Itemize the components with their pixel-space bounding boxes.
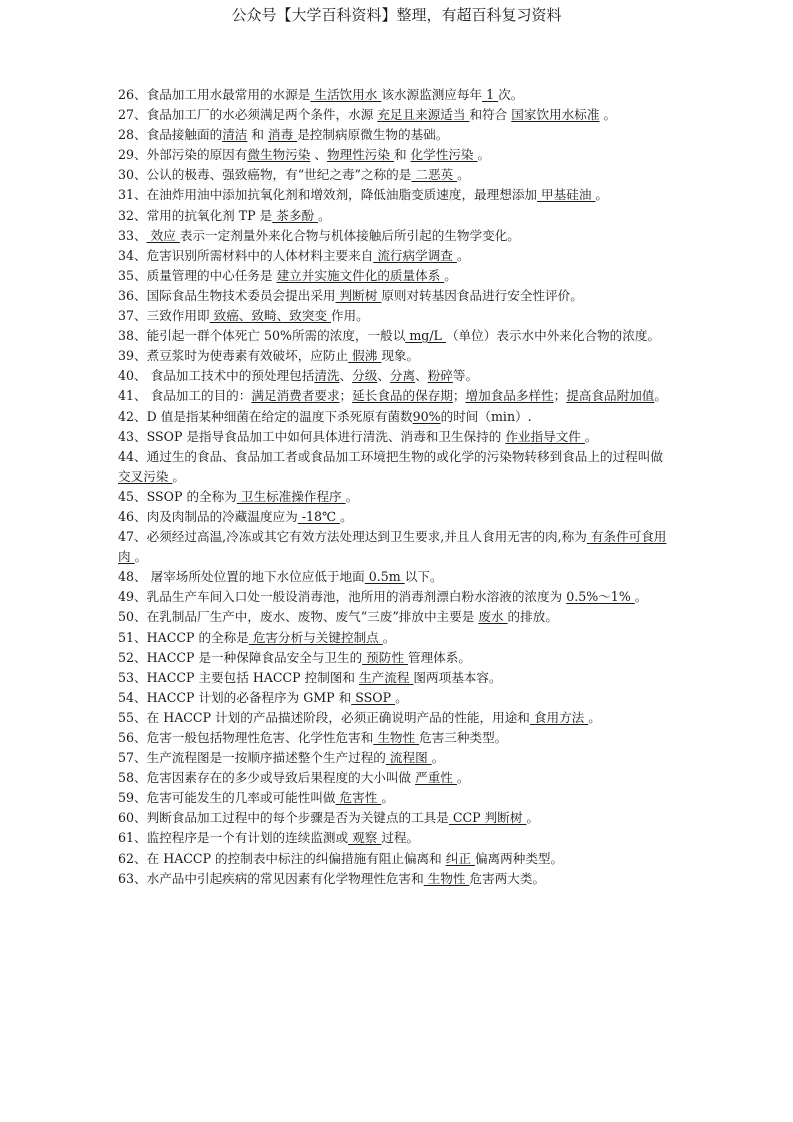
question-text: 45、SSOP 的全称为 xyxy=(118,488,237,504)
question-item xyxy=(118,246,678,266)
answer-blank: 甲基硅油 xyxy=(537,187,596,203)
question-item xyxy=(118,125,678,145)
question-text: 。 xyxy=(634,589,648,605)
question-text: 54、HACCP 计划的必备程序为 GMP 和 xyxy=(118,689,352,705)
answer-blank: 食用方法 xyxy=(529,709,589,725)
question-text: ； xyxy=(553,388,567,404)
answer-blank: 清洁 xyxy=(222,127,248,143)
question-item xyxy=(118,286,678,306)
question-item xyxy=(118,728,678,748)
question-text: 41、 食品加工的目的： xyxy=(118,388,252,404)
question-text: 过程。 xyxy=(381,830,420,846)
question-text: 27、食品加工厂的水必须满足两个条件，水源 xyxy=(118,107,378,123)
answer-blank: 国家饮用水标准 xyxy=(511,107,600,123)
question-text: 和 xyxy=(247,127,268,143)
answer-blank: 卫生标准操作程序 xyxy=(236,488,346,504)
answer-blank: 假沸 xyxy=(348,348,382,364)
question-text: 等。 xyxy=(452,368,479,384)
question-item xyxy=(118,105,678,125)
question-text: 。 xyxy=(340,508,353,524)
question-text: 表示一定剂量外来化合物与机体接触后所引起的生物学变化。 xyxy=(179,227,520,243)
answer-blank: CCP 判断树 xyxy=(448,810,527,826)
question-text: 。 xyxy=(381,790,394,806)
question-text: 49、乳品生产车间入口处一般设消毒池，池所用的消毒剂漂白粉水溶液的浓度为 xyxy=(118,589,567,605)
answer-blank: 延长食品的保存期 xyxy=(352,388,453,404)
question-item xyxy=(118,487,678,507)
question-text: 62、在 HACCP 的控制表中标注的纠偏措施有阻止偏离和 xyxy=(118,850,446,866)
question-item xyxy=(118,808,678,828)
question-text: 以下。 xyxy=(404,569,443,585)
question-text: 44、通过生的食品、食品加工者或食品加工环境把生物的或化学的污染物转移到食品上的过程叫做 xyxy=(118,448,663,464)
question-item xyxy=(118,145,678,165)
question-text: ； xyxy=(452,388,466,404)
question-text: 56、危害一般包括物理性危害、化学性危害和 xyxy=(118,730,374,745)
question-text: 30、公认的极毒、强致癌物，有“世纪之毒”之称的是 xyxy=(118,167,412,183)
answer-blank: 观察 xyxy=(348,830,382,846)
question-text: 。 xyxy=(444,267,457,283)
answer-blank: 流程图 xyxy=(385,750,432,766)
question-text: （单位）表示水中外来化合物的浓度。 xyxy=(445,328,661,344)
question-item xyxy=(118,85,678,105)
question-item xyxy=(118,648,678,668)
answer-blank: 消毒 xyxy=(267,127,298,143)
answer-blank: 生活饮用水 xyxy=(310,87,382,102)
question-text: 。 xyxy=(395,689,408,705)
question-text: 原则对转基因食品进行安全性评价。 xyxy=(381,287,583,303)
question-item xyxy=(118,668,678,688)
question-text: 、 xyxy=(415,368,428,384)
answer-blank: 作业指导文件 xyxy=(505,428,585,444)
answer-blank: 有条件可食用肉 xyxy=(118,529,667,565)
question-text: 38、能引起一群个体死亡 50%所需的浓度，一般以 xyxy=(118,328,406,344)
answer-blank: 分离 xyxy=(389,368,416,384)
question-text: 29、外部污染的原因有 xyxy=(118,147,248,163)
answer-blank: 0.5m xyxy=(364,569,405,585)
question-item xyxy=(118,628,678,648)
question-text: 26、食品加工用水最常用的水源是 xyxy=(118,87,311,102)
question-text: ； xyxy=(339,388,353,404)
question-text: 59、危害可能发生的几率或可能性叫做 xyxy=(118,790,336,806)
question-text: 。 xyxy=(345,488,359,504)
question-text: 35、质量管理的中心任务是 xyxy=(118,267,277,283)
question-text: 60、判断食品加工过程中的每个步骤是否为关键点的工具是 xyxy=(118,810,449,826)
question-text: 52、HACCP 是一种保障食品安全与卫生的 xyxy=(118,649,363,665)
question-item xyxy=(118,206,678,226)
answer-blank: 粉碎 xyxy=(427,368,453,384)
question-text: 。 xyxy=(457,167,470,183)
answer-blank: 1 xyxy=(482,87,499,102)
question-item xyxy=(118,708,678,728)
answer-blank: 茶多酚 xyxy=(272,207,319,223)
question-text: 。 xyxy=(599,107,617,123)
answer-blank: 增加食品多样性 xyxy=(465,388,554,404)
question-text: 50、在乳制品厂生产中，废水、废物、废气“三废”排放中主要是 xyxy=(118,609,479,625)
question-item xyxy=(118,407,678,427)
answer-blank: 满足消费者要求 xyxy=(251,388,340,404)
question-item xyxy=(118,849,678,869)
question-text: 55、在 HACCP 计划的产品描述阶段，必须正确说明产品的性能，用途和 xyxy=(118,709,530,725)
question-text: 42、D 值是指某种细菌在给定的温度下杀死原有菌数 xyxy=(118,408,413,424)
question-item xyxy=(118,869,678,889)
answer-blank: 提高食品附加值 xyxy=(566,388,655,404)
question-text: 。 xyxy=(456,770,470,786)
question-text: 图两项基本容。 xyxy=(413,669,502,685)
question-item xyxy=(118,366,678,386)
question-text: 。 xyxy=(595,187,609,203)
question-item xyxy=(118,326,678,346)
answer-blank: 危害性 xyxy=(335,790,382,806)
question-item xyxy=(118,306,678,326)
question-item xyxy=(118,748,678,768)
question-text: 39、煮豆浆时为使毒素有效破坏，应防止 xyxy=(118,348,349,364)
question-list xyxy=(118,85,678,889)
question-text: 31、在油炸用油中添加抗氧化剂和增效剂，降低油脂变质速度，最理想添加 xyxy=(118,187,538,203)
question-item xyxy=(118,587,678,607)
answer-blank: 分级 xyxy=(352,368,378,384)
question-text: 。 xyxy=(431,750,445,766)
question-item xyxy=(118,427,678,447)
answer-blank: 致癌、致畸、致突变 xyxy=(209,308,331,324)
question-item xyxy=(118,386,678,406)
question-text: 。 xyxy=(526,810,540,826)
answer-blank: 严重性 xyxy=(415,770,457,786)
question-text: 46、肉及肉制品的冷藏温度应为 xyxy=(118,508,298,524)
question-text: 57、生产流程图是一按顺序描述整个生产过程的 xyxy=(118,750,386,766)
question-text: 、 xyxy=(310,147,327,163)
answer-blank: 纠正 xyxy=(445,850,475,866)
question-text: 。 xyxy=(477,147,491,163)
question-text: 37、三致作用即 xyxy=(118,308,210,324)
answer-blank: 生产流程 xyxy=(359,669,414,685)
question-text: 53、HACCP 主要包括 HACCP 控制图和 xyxy=(118,669,360,685)
question-item xyxy=(118,346,678,366)
answer-blank: 生物性 xyxy=(373,730,420,745)
question-text: 48、 屠宰场所处位置的地下水位应低于地面 xyxy=(118,569,365,585)
answer-blank: 充足且来源适当 xyxy=(377,107,470,123)
question-text: 、 xyxy=(377,368,390,384)
question-item xyxy=(118,607,678,627)
question-item xyxy=(118,447,678,487)
question-text: 该水源监测应每年 xyxy=(381,87,483,102)
question-text: 。 xyxy=(382,629,396,645)
answer-blank: 清洗 xyxy=(314,368,340,384)
question-text: 。 xyxy=(584,428,598,444)
question-text: 33、 xyxy=(118,227,147,243)
question-text: 。 xyxy=(654,388,667,404)
answer-blank: 建立并实施文件化的质量体系 xyxy=(276,267,445,283)
question-item xyxy=(118,507,678,527)
question-text: 34、危害识别所需材料中的人体材料主要来自 xyxy=(118,247,374,263)
question-text: 管理体系。 xyxy=(407,649,471,665)
question-text: 作用。 xyxy=(330,308,369,324)
question-text: 47、必须经过高温,冷冻或其它有效方法处理达到卫生要求,并且人食用无害的肉,称为 xyxy=(118,529,587,545)
answer-blank: 生物性 xyxy=(423,870,470,886)
question-text: 、 xyxy=(339,368,353,384)
answer-blank: mg/L xyxy=(405,328,446,344)
question-text: 40、 食品加工技术中的预处理包括 xyxy=(118,368,315,384)
question-text: 。 xyxy=(172,468,185,484)
question-text: 28、食品接触面的 xyxy=(118,127,223,143)
question-text: 的排放。 xyxy=(507,609,558,625)
answer-blank: 危害分析与关键控制点 xyxy=(248,629,383,645)
question-text: 。 xyxy=(134,549,148,565)
answer-blank: 预防性 xyxy=(362,649,408,665)
answer-blank: 化学性污染 xyxy=(410,147,478,163)
question-text: 43、SSOP 是指导食品加工中如何具体进行清洗、消毒和卫生保持的 xyxy=(118,428,506,444)
question-item xyxy=(118,266,678,286)
question-text: 。 xyxy=(318,207,331,223)
question-text: 51、HACCP 的全称是 xyxy=(118,629,249,645)
question-text: 36、国际食品生物技术委员会提出采用 xyxy=(118,287,336,303)
question-text: 次。 xyxy=(498,87,524,102)
question-item xyxy=(118,185,678,205)
question-item xyxy=(118,165,678,185)
question-text: 的时间（min）. xyxy=(440,408,532,424)
question-item xyxy=(118,527,678,567)
question-text: 63、水产品中引起疾病的常见因素有化学物理性危害和 xyxy=(118,870,424,886)
question-item xyxy=(118,567,678,587)
question-text: 是控制病原微生物的基础。 xyxy=(297,127,449,143)
answer-blank: 废水 xyxy=(478,609,508,625)
answer-blank: 0.5%～1% xyxy=(566,589,635,605)
answer-blank: 判断树 xyxy=(335,287,382,303)
question-text: 危害两大类。 xyxy=(469,870,546,886)
question-text: 。 xyxy=(588,709,601,725)
question-text: 危害三种类型。 xyxy=(419,730,508,745)
answer-blank: 90% xyxy=(412,408,441,424)
question-text: 32、常用的抗氧化剂 TP 是 xyxy=(118,207,273,223)
question-text: 。 xyxy=(456,247,470,263)
question-item xyxy=(118,226,678,246)
question-text: 和符合 xyxy=(469,107,512,123)
answer-blank: 物理性污染 xyxy=(326,147,394,163)
question-text: 偏离两种类型。 xyxy=(474,850,564,866)
question-item xyxy=(118,788,678,808)
answer-blank: 流行病学调查 xyxy=(373,247,457,263)
page-header: 公众号【大学百科资料】整理，有超百科复习资料 xyxy=(231,6,562,24)
question-text: 58、危害因素存在的多少或导致后果程度的大小叫做 xyxy=(118,770,416,786)
question-item xyxy=(118,688,678,708)
answer-blank: 微生物污染 xyxy=(247,147,311,163)
question-text: 和 xyxy=(393,147,411,163)
answer-blank: -18℃ xyxy=(297,508,341,524)
question-text: 现象。 xyxy=(381,348,420,364)
answer-blank: 效应 xyxy=(146,227,180,243)
answer-blank: 二恶英 xyxy=(411,167,458,183)
question-item xyxy=(118,828,678,848)
answer-blank: SSOP xyxy=(351,689,396,705)
question-text: 61、监控程序是一个有计划的连续监测或 xyxy=(118,830,349,846)
answer-blank: 交叉污染 xyxy=(118,468,173,484)
question-item xyxy=(118,768,678,788)
